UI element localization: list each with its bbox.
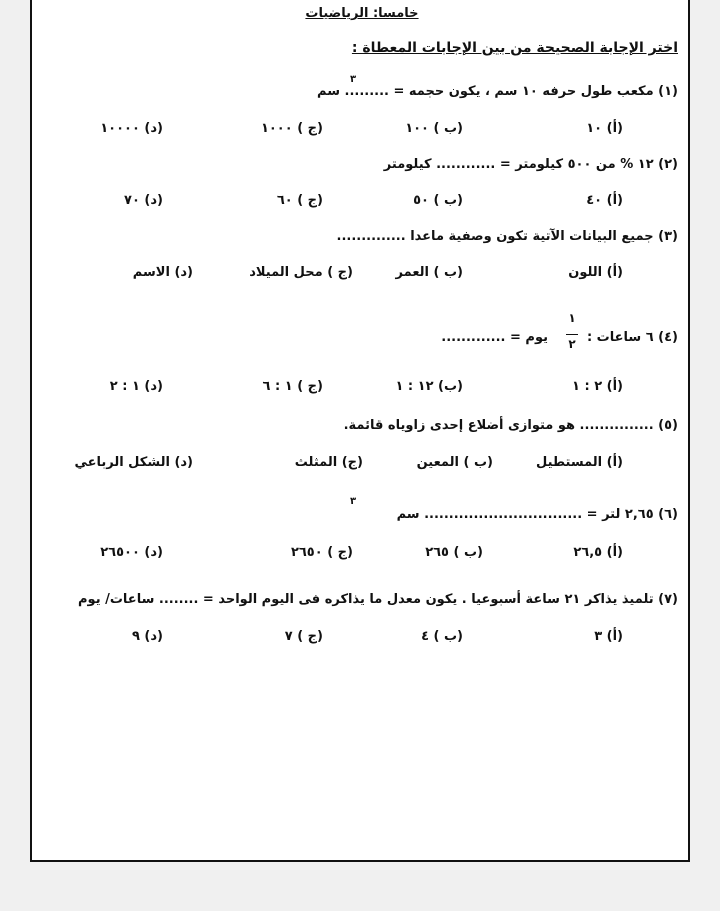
- question-6: (٦) ٢,٦٥ لتر = ................................ سم: [396, 507, 678, 522]
- bottom-margin: [0, 868, 720, 911]
- q2-option-a[interactable]: (أ) ٤٠: [586, 193, 623, 208]
- q3-option-a[interactable]: (أ) اللون: [568, 265, 623, 280]
- question-2: (٢) ١٢ % من ٥٠٠ كيلومتر = ............ كيلومتر: [383, 157, 678, 172]
- q1-option-a[interactable]: (أ) ١٠: [586, 121, 623, 136]
- q5-option-b[interactable]: (ب ) المعين: [416, 455, 493, 470]
- q7-option-b[interactable]: (ب ) ٤: [421, 629, 463, 644]
- q2-option-b[interactable]: (ب ) ٥٠: [413, 193, 463, 208]
- q7-option-d[interactable]: (د) ٩: [131, 629, 163, 644]
- section-title: خامسا: الرياضيات: [305, 6, 419, 21]
- worksheet-page: [30, 0, 690, 862]
- q7-option-c[interactable]: (ج ) ٧: [284, 629, 323, 644]
- question-6-superscript: ٣: [350, 496, 357, 507]
- fraction-bar: [566, 334, 578, 335]
- question-1: (١) مكعب طول حرفه ١٠ سم ، يكون حجمه = ......... سم: [317, 84, 678, 99]
- q6-option-d[interactable]: (د) ٢٦٥٠٠: [100, 545, 163, 560]
- q4-option-c[interactable]: (ج ) ١ : ٦: [262, 379, 323, 394]
- q1-option-c[interactable]: (ج ) ١٠٠٠: [260, 121, 323, 136]
- q4-option-d[interactable]: (د) ١ : ٢: [109, 379, 163, 394]
- q1-option-d[interactable]: (د) ١٠٠٠٠: [100, 121, 163, 136]
- question-3: (٣) جميع البيانات الآتية تكون وصفية ماعدا ..............: [336, 229, 678, 244]
- question-4-start: (٤) ٦ ساعات :: [586, 330, 678, 345]
- q6-option-a[interactable]: (أ) ٢٦,٥: [573, 545, 623, 560]
- question-7: (٧) تلميذ يذاكر ٢١ ساعة أسبوعيا . يكون معدل ما يذاكره فى اليوم الواحد = ........ ساعات/ يوم: [78, 592, 678, 607]
- q3-option-c[interactable]: (ج ) محل الميلاد: [249, 265, 353, 280]
- question-1-superscript: ٣: [350, 74, 357, 85]
- q2-option-d[interactable]: (د) ٧٠: [124, 193, 163, 208]
- q5-option-a[interactable]: (أ) المستطيل: [535, 455, 623, 470]
- instruction: اختر الإجابة الصحيحة من بين الإجابات المعطاة :: [351, 40, 678, 56]
- q7-option-a[interactable]: (أ) ٣: [594, 629, 623, 644]
- q3-option-d[interactable]: (د) الاسم: [132, 265, 193, 280]
- q4-option-b[interactable]: (ب) ١٢ : ١: [395, 379, 463, 394]
- q5-option-c[interactable]: (ج) المثلث: [294, 455, 363, 470]
- q6-option-c[interactable]: (ج ) ٢٦٥٠: [290, 545, 353, 560]
- q3-option-b[interactable]: (ب ) العمر: [395, 265, 463, 280]
- question-5: (٥) ............... هو متوازى أضلاع إحدى زاوياه قائمة.: [343, 418, 678, 433]
- question-4-end: يوم = .............: [441, 330, 548, 345]
- q1-option-b[interactable]: (ب ) ١٠٠: [405, 121, 463, 136]
- fraction-denominator: ٢: [568, 337, 576, 351]
- q4-option-a[interactable]: (أ) ٢ : ١: [571, 379, 623, 394]
- q2-option-c[interactable]: (ج ) ٦٠: [276, 193, 323, 208]
- fraction-numerator: ١: [568, 311, 576, 325]
- q6-option-b[interactable]: (ب ) ٢٦٥: [425, 545, 483, 560]
- q5-option-d[interactable]: (د) الشكل الرباعي: [74, 455, 193, 470]
